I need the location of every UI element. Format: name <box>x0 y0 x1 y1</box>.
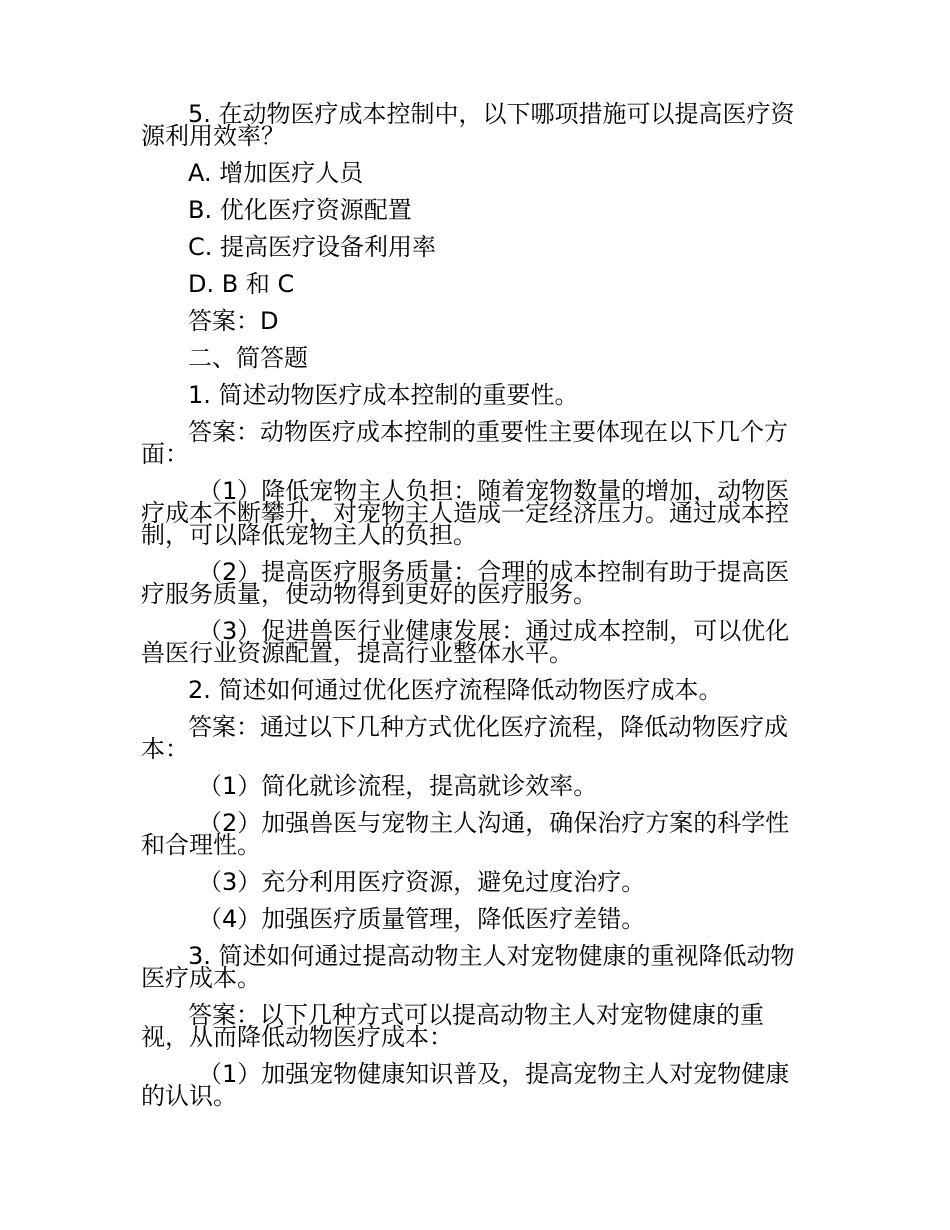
answer-1-point-2: （2）提高医疗服务质量：合理的成本控制有助于提高医疗服务质量，使动物得到更好的医疗服务。 <box>141 558 790 608</box>
answer-1-intro: 答案：动物医疗成本控制的重要性主要体现在以下几个方面： <box>141 418 788 468</box>
question-5: 5. 在动物医疗成本控制中，以下哪项措施可以提高医疗资源利用效率？ <box>141 100 795 150</box>
answer-2-point-4: （4）加强医疗质量管理，降低医疗差错。 <box>198 905 646 933</box>
short-question-2: 2. 简述如何通过优化医疗流程降低动物医疗成本。 <box>188 676 723 704</box>
answer-q5: 答案：D <box>188 307 279 335</box>
option-d: D. B 和 C <box>188 270 295 298</box>
option-a: A. 增加医疗人员 <box>188 159 364 187</box>
answer-3-intro: 答案：以下几种方式可以提高动物主人对宠物健康的重视，从而降低动物医疗成本： <box>141 1001 764 1051</box>
document-page <box>141 100 811 1122</box>
short-question-1: 1. 简述动物医疗成本控制的重要性。 <box>188 381 579 409</box>
answer-2-point-3: （3）充分利用医疗资源，避免过度治疗。 <box>198 868 646 896</box>
answer-2-point-1: （1）简化就诊流程，提高就诊效率。 <box>198 772 598 800</box>
option-c: C. 提高医疗设备利用率 <box>188 233 437 261</box>
answer-2-point-2: （2）加强兽医与宠物主人沟通，确保治疗方案的科学性和合理性。 <box>141 809 790 859</box>
answer-3-point-1: （1）加强宠物健康知识普及，提高宠物主人对宠物健康的认识。 <box>141 1060 790 1110</box>
answer-2-intro: 答案：通过以下几种方式优化医疗流程，降低动物医疗成本： <box>141 713 788 763</box>
answer-1-point-3: （3）促进兽医行业健康发展：通过成本控制，可以优化兽医行业资源配置，提高行业整体水平。 <box>141 617 790 667</box>
short-question-3: 3. 简述如何通过提高动物主人对宠物健康的重视降低动物医疗成本。 <box>141 942 795 992</box>
option-b: B. 优化医疗资源配置 <box>188 196 412 224</box>
section-heading: 二、简答题 <box>188 344 308 372</box>
answer-1-point-1: （1）降低宠物主人负担：随着宠物数量的增加，动物医疗成本不断攀升，对宠物主人造成一定经济压力。通过成本控制，可以降低宠物主人的负担。 <box>141 477 790 549</box>
